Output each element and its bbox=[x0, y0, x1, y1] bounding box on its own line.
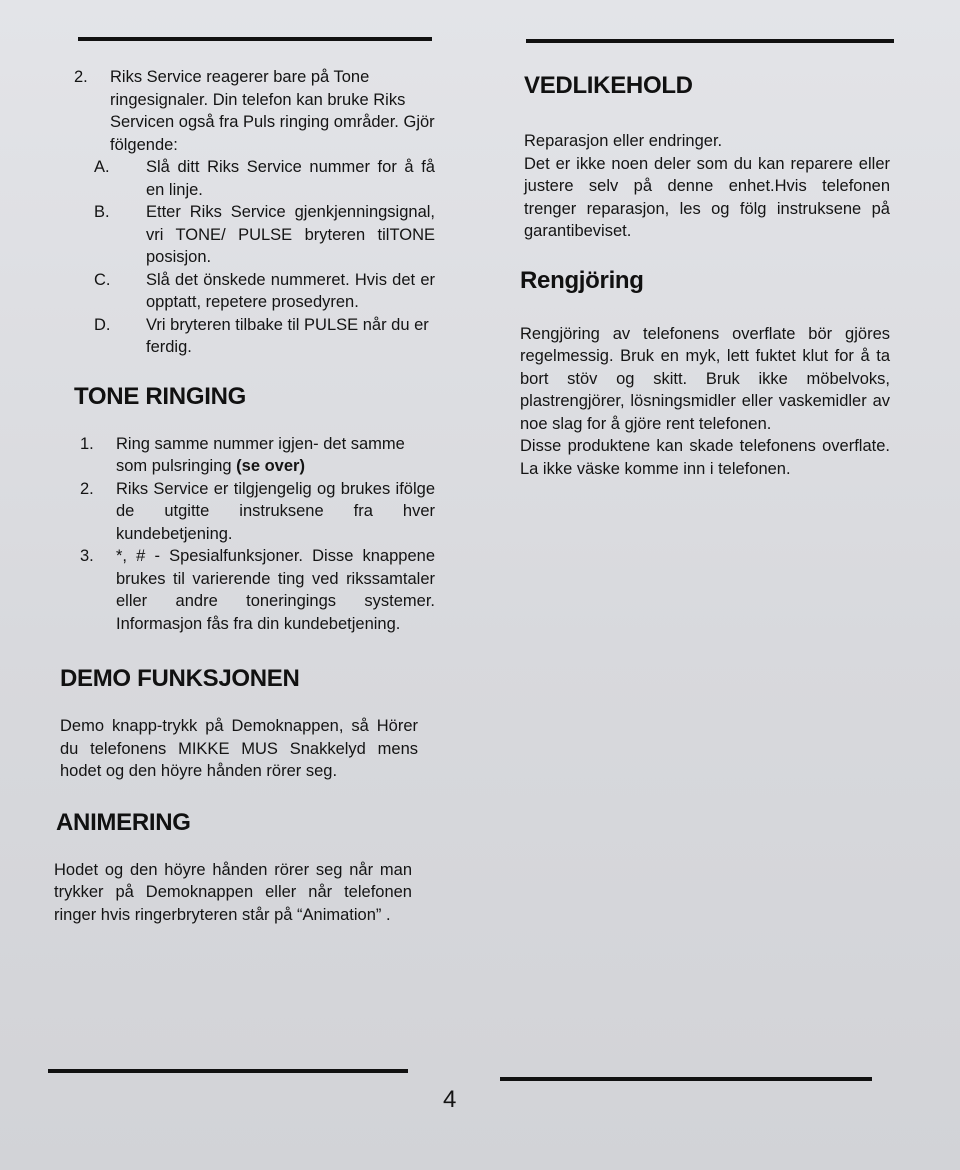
sub-item-d bbox=[74, 314, 435, 359]
sub-item-letter: B. bbox=[94, 203, 110, 221]
sub-item-list bbox=[74, 156, 435, 359]
sub-item-a bbox=[74, 156, 435, 201]
sub-item-text: Etter Riks Service gjenkjenningsignal, vri TONE/ PULSE bryteren tilTONE posisjon. bbox=[146, 203, 435, 266]
tone-ringing-item-1 bbox=[80, 433, 435, 478]
tone-ringing-item-2 bbox=[80, 478, 435, 546]
item-text: Riks Service reagerer bare på Tone ringesignaler. Din telefon kan bruke Riks Servicen også fra Puls ringing områder. Gjör fölgende: bbox=[110, 68, 435, 154]
demo-text: Demo knapp-trykk på Demoknappen, så Hörer du telefonens MIKKE MUS Snakkelyd mens hodet og den höyre hånden rörer seg. bbox=[60, 717, 418, 780]
sub-item-text: Vri bryteren tilbake til PULSE når du er ferdig. bbox=[146, 315, 429, 356]
vedlikehold-text: Det er ikke noen deler som du kan reparere eller justere selv på denne enhet.Hvis telefonen trenger reparasjon, les og fölg instruksene på garantibeviset. bbox=[524, 154, 890, 240]
rengjoring-text-2: Disse produktene kan skade telefonens overflate. La ikke väske komme inn i telefonen. bbox=[520, 437, 890, 478]
rengjoring-text-1: Rengjöring av telefonens overflate bör gjöres regelmessig. Bruk en myk, lett fuktet klut for å ta bort stöv og skitt. Bruk ikke möbelvoks, plastrengjörer, lösningsmidler eller vaskemidler av noe slag for å gjöre rent telefonen. bbox=[520, 324, 890, 433]
sub-item-letter: A. bbox=[94, 158, 110, 176]
item-number: 2. bbox=[74, 68, 88, 86]
bottom-rule-right bbox=[500, 1077, 872, 1081]
animering-heading: ANIMERING bbox=[56, 808, 191, 836]
sub-item-c bbox=[74, 269, 435, 314]
left-column bbox=[54, 66, 435, 926]
sub-item-letter: D. bbox=[94, 315, 111, 334]
page-number: 4 bbox=[443, 1086, 457, 1113]
right-column bbox=[520, 72, 890, 480]
vedlikehold-heading: VEDLIKEHOLD bbox=[524, 72, 693, 99]
item-text-main: Ring samme nummer igjen- det samme som pulsringing bbox=[116, 434, 405, 475]
animering-text: Hodet og den höyre hånden rörer seg når man trykker på Demoknappen eller når telefonen ringer hvis ringerbryteren står på “Animation” . bbox=[54, 860, 412, 924]
sub-item-letter: C. bbox=[94, 270, 111, 289]
top-rule-right bbox=[526, 39, 894, 43]
rengjoring-heading: Rengjöring bbox=[520, 266, 644, 294]
tone-ringing-heading: TONE RINGING bbox=[74, 382, 246, 410]
item-number: 2. bbox=[80, 479, 94, 498]
riks-service-item bbox=[74, 66, 435, 156]
item-text: Riks Service er tilgjengelig og brukes ifölge de utgitte instruksene fra hver kundebetjening. bbox=[116, 479, 435, 543]
item-text-bold: (se over) bbox=[236, 457, 305, 475]
tone-ringing-list bbox=[80, 433, 435, 636]
tone-ringing-item-3 bbox=[80, 545, 435, 635]
vedlikehold-line1: Reparasjon eller endringer. bbox=[524, 132, 723, 150]
top-rule-left bbox=[78, 37, 432, 41]
sub-item-text: Slå det önskede nummeret. Hvis det er opptatt, repetere prosedyren. bbox=[146, 270, 435, 311]
sub-item-b bbox=[74, 201, 435, 269]
demo-heading: DEMO FUNKSJONEN bbox=[60, 665, 300, 692]
item-number: 1. bbox=[80, 434, 94, 453]
sub-item-text: Slå ditt Riks Service nummer for å få en linje. bbox=[146, 158, 435, 199]
item-number: 3. bbox=[80, 547, 94, 565]
item-text: *, # - Spesialfunksjoner. Disse knappene brukes til varierende ting ved rikssamtaler eller andre toneringings systemer. Informasjon fås fra din kundebetjening. bbox=[116, 547, 435, 633]
bottom-rule-left bbox=[48, 1069, 408, 1073]
item-text bbox=[116, 433, 435, 478]
